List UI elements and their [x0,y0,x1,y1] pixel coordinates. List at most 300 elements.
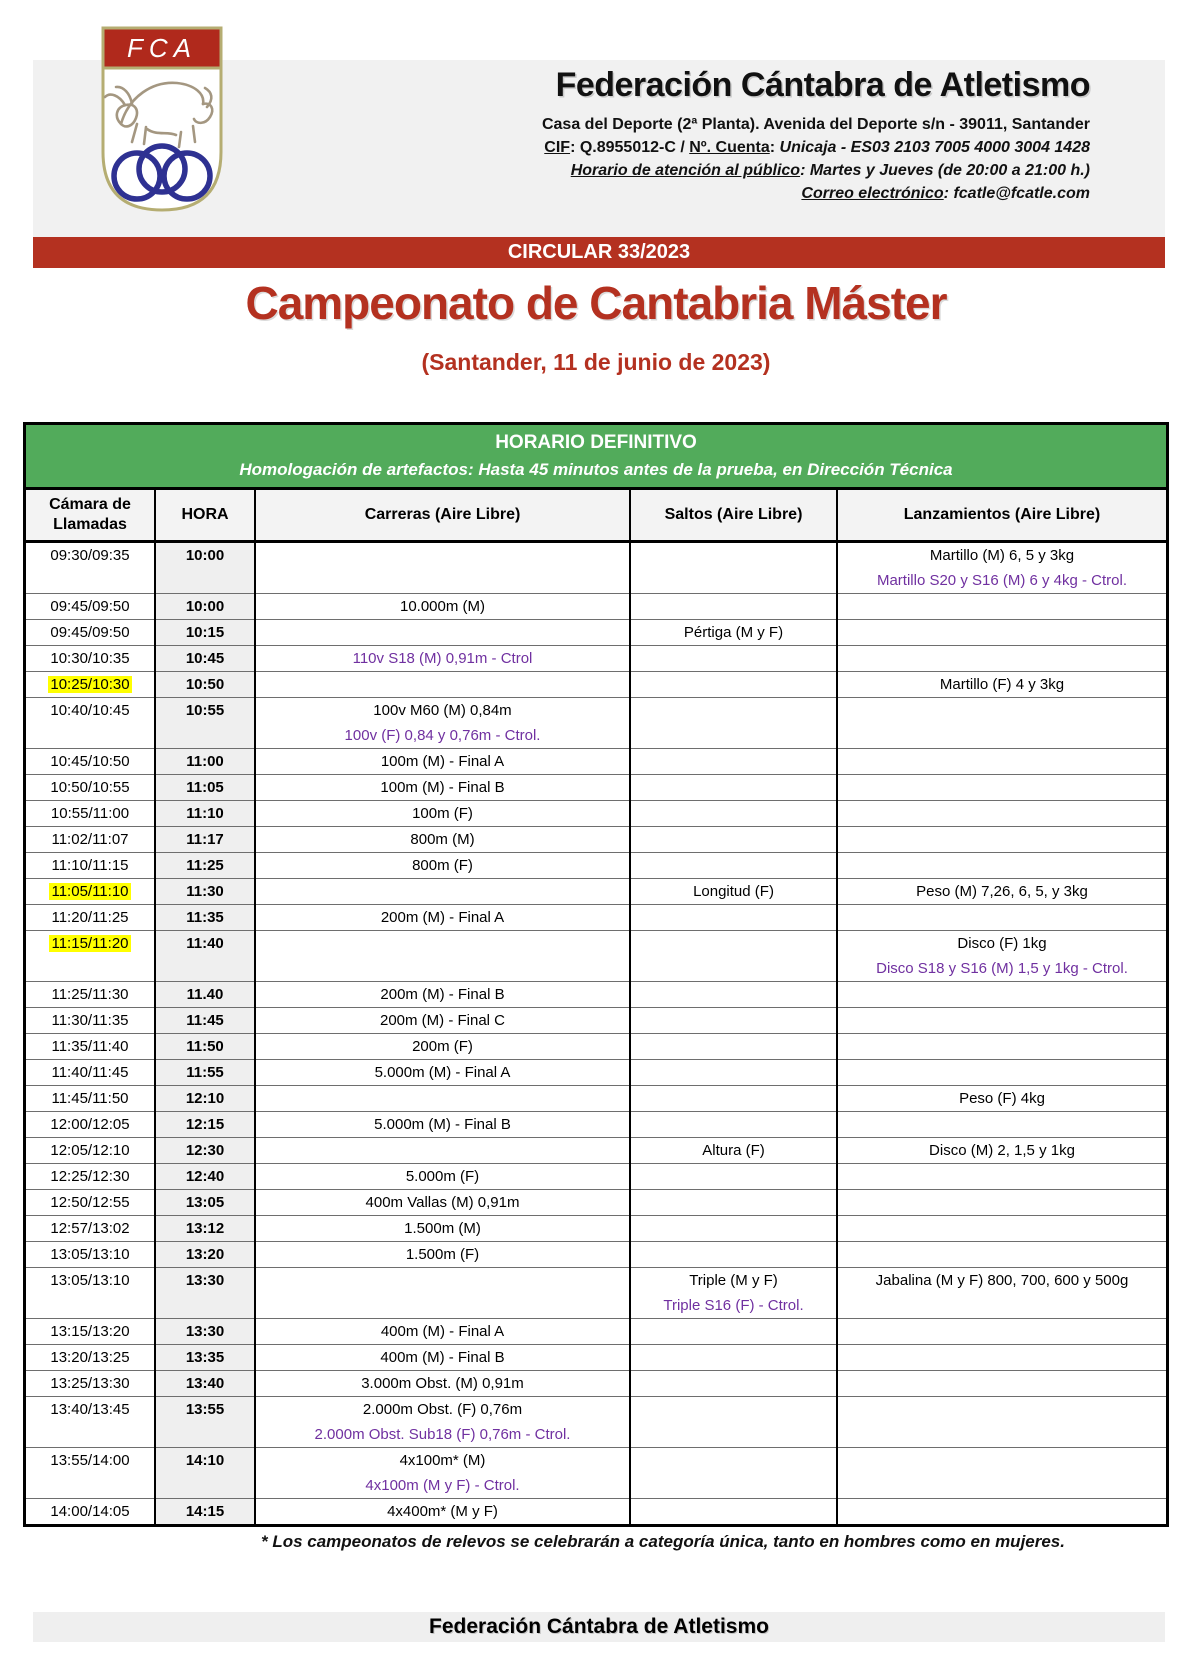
event-hour-cell: 11:10 [155,801,255,827]
schedule-header-title: HORARIO DEFINITIVO [495,432,697,453]
event-name: 5.000m (M) - Final B [374,1116,511,1133]
event-name: 3.000m Obst. (M) 0,91m [361,1375,524,1392]
schedule-row [26,1164,1166,1190]
event-name: Peso (M) 7,26, 6, 5, y 3kg [916,883,1088,900]
lanzamientos-cell [837,982,1166,1008]
event-hour-cell: 12:40 [155,1164,255,1190]
event-hour-cell: 11:50 [155,1034,255,1060]
schedule-row [26,905,1166,931]
saltos-cell [630,1190,837,1216]
camera-call-time: 10:40/10:45 [50,702,130,719]
account-label: Nº. Cuenta [689,139,770,156]
carreras-cell [255,1034,630,1060]
event-hour-cell: 11:55 [155,1060,255,1086]
schedule-header [26,425,1166,490]
column-header-carreras: Carreras (Aire Libre) [255,490,630,542]
control-event-name: 2.000m Obst. Sub18 (F) 0,76m - Ctrol. [314,1426,571,1443]
saltos-cell [630,1371,837,1397]
saltos-cell [630,1008,837,1034]
lanzamientos-cell [837,1008,1166,1034]
camera-call-cell [26,1138,155,1164]
event-hour-cell: 11.40 [155,982,255,1008]
carreras-cell [255,672,630,698]
lanzamientos-cell [837,931,1166,982]
schedule-row [26,1345,1166,1371]
fca-shield-icon [99,24,225,214]
lanzamientos-cell [837,1499,1166,1525]
email-value: fcatle@fcatle.com [953,185,1090,202]
event-name: 400m (M) - Final A [380,1323,505,1340]
camera-call-cell [26,1164,155,1190]
event-name: 100v M60 (M) 0,84m [373,702,512,719]
saltos-cell [630,1397,837,1448]
camera-call-time: 13:05/13:10 [50,1272,130,1289]
event-hour-cell: 12:10 [155,1086,255,1112]
saltos-cell [630,1499,837,1525]
carreras-cell [255,1499,630,1525]
schedule-row [26,801,1166,827]
event-hour-cell: 11:30 [155,879,255,905]
cif-label: CIF [544,139,571,156]
camera-call-time: 10:55/11:00 [50,805,130,822]
event-hour-cell: 13:30 [155,1319,255,1345]
email-sep: : [943,185,954,202]
header-text-block [370,66,1090,205]
lanzamientos-cell [837,594,1166,620]
saltos-cell [630,775,837,801]
camera-call-time: 12:57/13:02 [50,1220,130,1237]
camera-call-cell [26,853,155,879]
event-hour-cell: 11:17 [155,827,255,853]
event-hour-cell: 11:40 [155,931,255,982]
lanzamientos-cell [837,801,1166,827]
event-name: 1.500m (M) [404,1220,481,1237]
lanzamientos-cell [837,749,1166,775]
carreras-cell [255,1164,630,1190]
saltos-cell [630,1112,837,1138]
event-name: 100m (M) - Final B [380,779,505,796]
schedule-row [26,1034,1166,1060]
camera-call-cell [26,672,155,698]
schedule-table-container [23,422,1169,1527]
event-hour-cell: 14:15 [155,1499,255,1525]
schedule-row [26,1190,1166,1216]
schedule-row [26,827,1166,853]
control-event-name: 100v (F) 0,84 y 0,76m - Ctrol. [344,727,541,744]
account-sep: : [769,139,780,156]
logo-letters: FCA [127,33,197,63]
carreras-cell [255,1060,630,1086]
saltos-cell [630,1216,837,1242]
lanzamientos-cell [837,1086,1166,1112]
event-hour-cell: 11:05 [155,775,255,801]
camera-call-time: 09:30/09:35 [50,547,130,564]
saltos-cell [630,1086,837,1112]
saltos-cell [630,931,837,982]
camera-call-time: 11:45/11:50 [51,1090,129,1107]
event-name: Longitud (F) [693,883,774,900]
event-name: 2.000m Obst. (F) 0,76m [362,1401,523,1418]
event-name: Martillo (M) 6, 5 y 3kg [929,547,1075,564]
saltos-cell [630,827,837,853]
org-name: Federación Cántabra de Atletismo [555,66,1090,104]
saltos-cell [630,879,837,905]
carreras-cell [255,827,630,853]
event-name: 200m (M) - Final B [380,986,505,1003]
camera-call-time: 12:25/12:30 [50,1168,130,1185]
carreras-cell [255,1216,630,1242]
camera-call-time: 12:05/12:10 [50,1142,130,1159]
org-cif-account [370,136,1090,159]
lanzamientos-cell [837,1242,1166,1268]
org-email [370,182,1090,205]
camera-call-time: 13:15/13:20 [50,1323,130,1340]
schedule-row [26,1268,1166,1319]
carreras-cell [255,1008,630,1034]
carreras-cell [255,853,630,879]
saltos-cell [630,646,837,672]
camera-call-cell [26,827,155,853]
event-hour-cell: 10:55 [155,698,255,749]
saltos-cell [630,905,837,931]
event-name: 1.500m (F) [405,1246,480,1263]
camera-call-time: 10:50/10:55 [50,779,130,796]
camera-call-time: 12:00/12:05 [50,1116,130,1133]
event-name: 200m (M) - Final C [379,1012,506,1029]
carreras-cell [255,698,630,749]
fca-logo [99,24,225,214]
lanzamientos-cell [837,853,1166,879]
event-hour-cell: 13:05 [155,1190,255,1216]
cif-value: : Q.8955012-C / [570,139,690,156]
carreras-cell [255,542,630,594]
saltos-cell [630,1268,837,1319]
column-header-saltos: Saltos (Aire Libre) [630,490,837,542]
lanzamientos-cell [837,827,1166,853]
saltos-cell [630,1345,837,1371]
schedule-row [26,1216,1166,1242]
camera-call-time: 11:02/11:07 [51,831,129,848]
event-hour-cell: 12:30 [155,1138,255,1164]
control-event-name: Martillo S20 y S16 (M) 6 y 4kg - Ctrol. [876,572,1128,589]
carreras-cell [255,801,630,827]
camera-call-time: 11:35/11:40 [51,1038,129,1055]
hours-value: : Martes y Jueves (de 20:00 a 21:00 h.) [800,162,1090,179]
camera-call-cell [26,1242,155,1268]
event-name: 400m Vallas (M) 0,91m [365,1194,520,1211]
schedule-row [26,646,1166,672]
lanzamientos-cell [837,1164,1166,1190]
saltos-cell [630,1138,837,1164]
carreras-cell [255,594,630,620]
event-hour-cell: 14:10 [155,1448,255,1499]
lanzamientos-cell [837,1034,1166,1060]
lanzamientos-cell [837,646,1166,672]
camera-call-cell [26,775,155,801]
schedule-row [26,1060,1166,1086]
camera-call-time: 13:55/14:00 [50,1452,130,1469]
schedule-row [26,775,1166,801]
schedule-header-subtitle: Homologación de artefactos: Hasta 45 minutos antes de la prueba, en Dirección Técnica [239,460,953,479]
event-hour-cell: 10:00 [155,594,255,620]
lanzamientos-cell [837,698,1166,749]
camera-call-time: 13:25/13:30 [50,1375,130,1392]
camera-call-cell [26,542,155,594]
event-name: 800m (M) [410,831,475,848]
camera-call-time: 10:25/10:30 [50,676,130,693]
carreras-cell [255,1268,630,1319]
camera-call-time: 11:15/11:20 [51,935,129,952]
camera-call-time: 13:20/13:25 [50,1349,130,1366]
schedule-row [26,542,1166,594]
camera-call-cell [26,594,155,620]
carreras-cell [255,1112,630,1138]
saltos-cell [630,672,837,698]
camera-call-cell [26,749,155,775]
schedule-row [26,853,1166,879]
lanzamientos-cell [837,1216,1166,1242]
camera-call-cell [26,1448,155,1499]
camera-call-time: 09:45/09:50 [50,598,130,615]
footer-org-name: Federación Cántabra de Atletismo [33,1612,1165,1642]
column-header-camara: Cámara de Llamadas [26,490,155,542]
carreras-cell [255,905,630,931]
saltos-cell [630,749,837,775]
camera-call-cell [26,1371,155,1397]
event-hour-cell: 13:20 [155,1242,255,1268]
event-hour-cell: 11:25 [155,853,255,879]
schedule-row [26,1499,1166,1525]
lanzamientos-cell [837,879,1166,905]
camera-call-cell [26,1216,155,1242]
carreras-cell [255,982,630,1008]
event-name: 200m (M) - Final A [380,909,505,926]
camera-call-cell [26,1345,155,1371]
carreras-cell [255,620,630,646]
lanzamientos-cell [837,1371,1166,1397]
saltos-cell [630,1164,837,1190]
camera-call-cell [26,1268,155,1319]
event-name: Disco (M) 2, 1,5 y 1kg [929,1142,1075,1159]
camera-call-cell [26,931,155,982]
camera-call-cell [26,698,155,749]
event-hour-cell: 10:45 [155,646,255,672]
lanzamientos-cell [837,1138,1166,1164]
carreras-cell [255,749,630,775]
camera-call-time: 11:40/11:45 [51,1064,129,1081]
event-name: Peso (F) 4kg [959,1090,1045,1107]
camera-call-time: 11:10/11:15 [51,857,129,874]
event-name: 100m (M) - Final A [380,753,505,770]
schedule-row [26,620,1166,646]
lanzamientos-cell [837,1345,1166,1371]
lanzamientos-cell [837,1319,1166,1345]
event-hour-cell: 13:40 [155,1371,255,1397]
saltos-cell [630,853,837,879]
event-name: 5.000m (F) [405,1168,480,1185]
saltos-cell [630,698,837,749]
saltos-cell [630,594,837,620]
control-event-name: 110v S18 (M) 0,91m - Ctrol [352,650,533,667]
camera-call-time: 13:05/13:10 [50,1246,130,1263]
event-hour-cell: 11:35 [155,905,255,931]
schedule-row [26,749,1166,775]
schedule-row [26,879,1166,905]
event-name: 4x400m* (M y F) [387,1503,498,1520]
schedule-row [26,1397,1166,1448]
lanzamientos-cell [837,1112,1166,1138]
camera-call-cell [26,1112,155,1138]
lanzamientos-cell [837,1268,1166,1319]
event-name: 4x100m* (M) [399,1452,486,1469]
event-hour-cell: 11:00 [155,749,255,775]
carreras-cell [255,1345,630,1371]
camera-call-cell [26,879,155,905]
schedule-row [26,1319,1166,1345]
relay-footnote: * Los campeonatos de relevos se celebrarán a categoría única, tanto en hombres como en mujeres. [260,1532,1065,1551]
carreras-cell [255,1319,630,1345]
saltos-cell [630,542,837,594]
schedule-row [26,982,1166,1008]
camera-call-time: 11:05/11:10 [51,883,129,900]
event-hour-cell: 10:00 [155,542,255,594]
carreras-cell [255,1242,630,1268]
camera-call-cell [26,1397,155,1448]
carreras-cell [255,1138,630,1164]
control-event-name: 4x100m (M y F) - Ctrol. [365,1477,520,1494]
saltos-cell [630,1034,837,1060]
event-name: 5.000m (M) - Final A [374,1064,511,1081]
camera-call-time: 14:00/14:05 [50,1503,130,1520]
hours-label: Horario de atención al público [570,162,801,179]
saltos-cell [630,1060,837,1086]
org-address: Casa del Deporte (2ª Planta). Avenida del Deporte s/n - 39011, Santander [541,116,1090,133]
carreras-cell [255,646,630,672]
saltos-cell [630,1448,837,1499]
lanzamientos-cell [837,542,1166,594]
camera-call-cell [26,982,155,1008]
schedule-row [26,1371,1166,1397]
lanzamientos-cell [837,1060,1166,1086]
page-subtitle: (Santander, 11 de junio de 2023) [421,349,771,375]
event-name: Altura (F) [702,1142,765,1159]
camera-call-time: 09:45/09:50 [50,624,130,641]
event-name: Pértiga (M y F) [683,624,784,641]
camera-call-time: 12:50/12:55 [50,1194,130,1211]
camera-call-cell [26,1060,155,1086]
event-name: Disco (F) 1kg [957,935,1047,952]
account-value: Unicaja - ES03 2103 7005 4000 3004 1428 [779,139,1090,156]
schedule-row [26,1138,1166,1164]
lanzamientos-cell [837,620,1166,646]
schedule-row [26,1242,1166,1268]
control-event-name: Triple S16 (F) - Ctrol. [663,1297,804,1314]
camera-call-time: 11:20/11:25 [51,909,129,926]
event-hour-cell: 13:12 [155,1216,255,1242]
camera-call-time: 11:30/11:35 [51,1012,129,1029]
schedule-row [26,931,1166,982]
event-hour-cell: 13:30 [155,1268,255,1319]
schedule-row [26,1008,1166,1034]
event-hour-cell: 13:35 [155,1345,255,1371]
saltos-cell [630,801,837,827]
org-hours [370,159,1090,182]
event-name: 800m (F) [412,857,473,874]
camera-call-time: 10:45/10:50 [50,753,130,770]
camera-call-cell [26,646,155,672]
circular-banner: CIRCULAR 33/2023 [33,237,1165,268]
event-name: Jabalina (M y F) 800, 700, 600 y 500g [875,1272,1129,1289]
camera-call-cell [26,620,155,646]
carreras-cell [255,775,630,801]
camera-call-time: 10:30/10:35 [50,650,130,667]
schedule-body [26,542,1166,1525]
event-hour-cell: 10:50 [155,672,255,698]
camera-call-cell [26,1499,155,1525]
event-hour-cell: 11:45 [155,1008,255,1034]
event-name: 10.000m (M) [399,598,486,615]
lanzamientos-cell [837,1448,1166,1499]
carreras-cell [255,1190,630,1216]
camera-call-cell [26,1008,155,1034]
event-name: Martillo (F) 4 y 3kg [939,676,1065,693]
carreras-cell [255,879,630,905]
camera-call-cell [26,1190,155,1216]
event-hour-cell: 10:15 [155,620,255,646]
saltos-cell [630,1319,837,1345]
lanzamientos-cell [837,1397,1166,1448]
schedule-column-header-row [26,490,1166,542]
camera-call-time: 11:25/11:30 [51,986,129,1003]
schedule-row [26,672,1166,698]
lanzamientos-cell [837,672,1166,698]
camera-call-cell [26,1319,155,1345]
camera-call-cell [26,1034,155,1060]
carreras-cell [255,1448,630,1499]
carreras-cell [255,1371,630,1397]
carreras-cell [255,1086,630,1112]
column-header-hora: HORA [155,490,255,542]
lanzamientos-cell [837,775,1166,801]
camera-call-cell [26,905,155,931]
carreras-cell [255,1397,630,1448]
event-hour-cell: 12:15 [155,1112,255,1138]
page-title: Campeonato de Cantabria Máster [245,277,947,329]
event-name: 100m (F) [412,805,473,822]
schedule-row [26,1112,1166,1138]
control-event-name: Disco S18 y S16 (M) 1,5 y 1kg - Ctrol. [876,960,1128,977]
event-name: Triple (M y F) [689,1272,778,1289]
carreras-cell [255,931,630,982]
schedule-table [26,490,1166,1524]
column-header-lanzamientos: Lanzamientos (Aire Libre) [837,490,1166,542]
saltos-cell [630,1242,837,1268]
camera-call-cell [26,801,155,827]
saltos-cell [630,620,837,646]
lanzamientos-cell [837,905,1166,931]
camera-call-time: 13:40/13:45 [50,1401,130,1418]
camera-call-cell [26,1086,155,1112]
schedule-row [26,1448,1166,1499]
schedule-row [26,698,1166,749]
email-label: Correo electrónico [801,185,944,202]
event-hour-cell: 13:55 [155,1397,255,1448]
schedule-row [26,1086,1166,1112]
saltos-cell [630,982,837,1008]
schedule-row [26,594,1166,620]
lanzamientos-cell [837,1190,1166,1216]
event-name: 400m (M) - Final B [380,1349,505,1366]
